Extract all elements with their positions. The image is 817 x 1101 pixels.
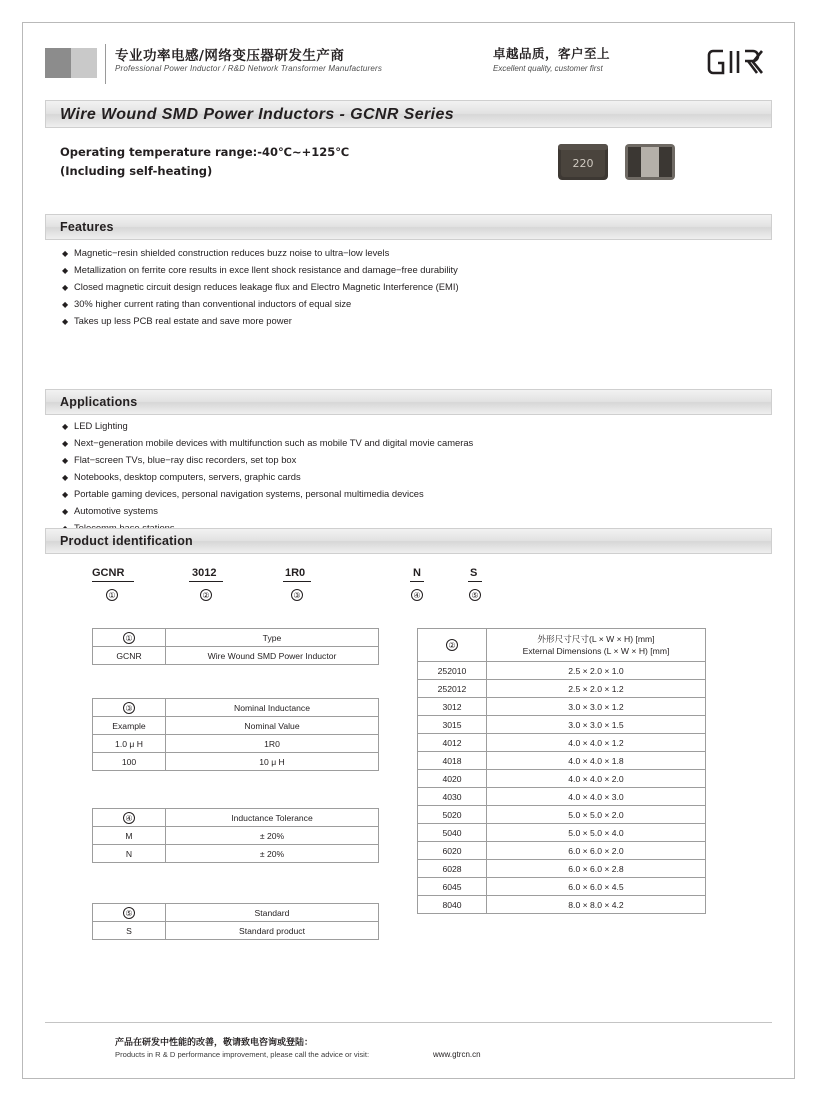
table-cell: 6045 bbox=[418, 878, 487, 896]
table-cell: 4.0 × 4.0 × 3.0 bbox=[487, 788, 706, 806]
table-row bbox=[93, 699, 379, 717]
footer-divider bbox=[45, 1022, 772, 1023]
table-cell: 6028 bbox=[418, 860, 487, 878]
table-cell: 4030 bbox=[418, 788, 487, 806]
operating-temperature bbox=[60, 143, 349, 181]
table-cell: 1R0 bbox=[166, 735, 379, 753]
pn-underline-2 bbox=[189, 581, 223, 582]
footer-website-link[interactable]: www.gtrcn.cn bbox=[433, 1050, 481, 1059]
circled-number: ③ bbox=[123, 702, 135, 714]
table-row bbox=[418, 878, 706, 896]
application-text: Portable gaming devices, personal navigation systems, personal multimedia devices bbox=[74, 488, 424, 499]
inductance-tolerance-table bbox=[92, 808, 379, 863]
feature-text: Metallization on ferrite core results in exce llent shock resistance and damage−free durability bbox=[74, 264, 458, 275]
circled-number: ⑤ bbox=[469, 589, 481, 601]
application-text: Next−generation mobile devices with multifunction such as mobile TV and digital movie cameras bbox=[74, 437, 474, 448]
pn-underline-4 bbox=[410, 581, 424, 582]
circled-number: ② bbox=[200, 589, 212, 601]
pn-segment-5-code: S bbox=[470, 567, 478, 579]
list-item bbox=[62, 296, 459, 313]
table-row bbox=[418, 734, 706, 752]
table-row bbox=[418, 752, 706, 770]
page-title: Wire Wound SMD Power Inductors - GCNR Series bbox=[60, 106, 455, 123]
table-cell: 8.0 × 8.0 × 4.2 bbox=[487, 896, 706, 914]
product-photos bbox=[557, 140, 677, 186]
standard-table-header: Standard bbox=[166, 904, 379, 922]
table-cell: Wire Wound SMD Power Inductor bbox=[166, 647, 379, 665]
list-item bbox=[62, 452, 473, 469]
diamond-bullet-icon: ◆ bbox=[62, 266, 69, 275]
table-row bbox=[93, 922, 379, 940]
table-row bbox=[418, 842, 706, 860]
table-row bbox=[418, 662, 706, 680]
pn-underline-3 bbox=[283, 581, 311, 582]
table-cell: Nominal Value bbox=[166, 717, 379, 735]
table-cell: 2.5 × 2.0 × 1.2 bbox=[487, 680, 706, 698]
company-name-cn: 专业功率电感/网络变压器研发生产商 bbox=[115, 48, 345, 64]
pn-marker-3 bbox=[291, 589, 303, 601]
table-row bbox=[418, 860, 706, 878]
applications-list bbox=[62, 418, 473, 537]
applications-title: Applications bbox=[60, 395, 138, 409]
pn-segment-2-code: 3012 bbox=[192, 567, 217, 579]
table-cell: 4018 bbox=[418, 752, 487, 770]
list-item bbox=[62, 469, 473, 486]
application-text: LED Lighting bbox=[74, 420, 128, 431]
table-row bbox=[418, 716, 706, 734]
table-cell: 4020 bbox=[418, 770, 487, 788]
external-dimensions-table bbox=[417, 628, 706, 914]
table-cell: ± 20% bbox=[166, 827, 379, 845]
inductance-table-marker bbox=[93, 699, 166, 717]
dimensions-header-en: External Dimensions (L × W × H) [mm] bbox=[522, 646, 670, 656]
table-cell: 3012 bbox=[418, 698, 487, 716]
diamond-bullet-icon: ◆ bbox=[62, 283, 69, 292]
list-item bbox=[62, 245, 459, 262]
type-table-header: Type bbox=[166, 629, 379, 647]
pn-segment-3-code: 1R0 bbox=[285, 567, 306, 579]
table-row bbox=[93, 629, 379, 647]
feature-text: Closed magnetic circuit design reduces leakage flux and Electro Magnetic Interference (EMI) bbox=[74, 281, 459, 292]
table-cell: 1.0 μ H bbox=[93, 735, 166, 753]
pn-underline-1 bbox=[92, 581, 134, 582]
table-cell: 6.0 × 6.0 × 2.8 bbox=[487, 860, 706, 878]
list-item bbox=[62, 313, 459, 330]
operating-temperature-line2: (Including self-heating) bbox=[60, 164, 213, 178]
pn-segment-4-code: N bbox=[413, 567, 421, 579]
table-cell: 2.5 × 2.0 × 1.0 bbox=[487, 662, 706, 680]
standard-table-marker bbox=[93, 904, 166, 922]
table-row bbox=[418, 896, 706, 914]
list-item bbox=[62, 262, 459, 279]
inductor-top-view-photo bbox=[557, 140, 609, 189]
diamond-bullet-icon: ◆ bbox=[62, 317, 69, 326]
table-cell: M bbox=[93, 827, 166, 845]
tolerance-table-marker bbox=[93, 809, 166, 827]
table-cell: S bbox=[93, 922, 166, 940]
footer-note-en: Products in R & D performance improvement, please call the advice or visit: bbox=[115, 1050, 370, 1059]
table-row bbox=[93, 827, 379, 845]
circled-number: ④ bbox=[411, 589, 423, 601]
diamond-bullet-icon: ◆ bbox=[62, 473, 69, 482]
table-cell: N bbox=[93, 845, 166, 863]
tolerance-table-header: Inductance Tolerance bbox=[166, 809, 379, 827]
slogan-en: Excellent quality, customer first bbox=[493, 64, 603, 73]
diamond-bullet-icon: ◆ bbox=[62, 490, 69, 499]
table-row bbox=[93, 809, 379, 827]
table-cell: 10 μ H bbox=[166, 753, 379, 771]
table-cell: 4.0 × 4.0 × 1.2 bbox=[487, 734, 706, 752]
circled-number: ③ bbox=[291, 589, 303, 601]
circled-number: ① bbox=[123, 632, 135, 644]
circled-number: ① bbox=[106, 589, 118, 601]
application-text: Automotive systems bbox=[74, 505, 158, 516]
table-cell: 5.0 × 5.0 × 4.0 bbox=[487, 824, 706, 842]
dimensions-header-cn: 外形尺寸尺寸(L × W × H) [mm] bbox=[537, 634, 655, 644]
operating-temperature-line1: Operating temperature range:-40℃~+125℃ bbox=[60, 145, 350, 159]
diamond-bullet-icon: ◆ bbox=[62, 439, 69, 448]
pn-segment-1-code: GCNR bbox=[92, 567, 125, 579]
table-cell: 6020 bbox=[418, 842, 487, 860]
table-row bbox=[418, 788, 706, 806]
circled-number: ② bbox=[446, 639, 458, 651]
table-row bbox=[93, 717, 379, 735]
pn-marker-5 bbox=[469, 589, 481, 601]
pn-underline-5 bbox=[468, 581, 482, 582]
dimensions-table-marker bbox=[418, 629, 487, 662]
footer-note-cn: 产品在研发中性能的改善，敬请致电咨询或登陆： bbox=[115, 1038, 314, 1048]
table-cell: Example bbox=[93, 717, 166, 735]
pn-marker-1 bbox=[106, 589, 118, 601]
table-row bbox=[418, 824, 706, 842]
table-cell: 100 bbox=[93, 753, 166, 771]
pn-marker-2 bbox=[200, 589, 212, 601]
table-row bbox=[93, 735, 379, 753]
type-table-marker bbox=[93, 629, 166, 647]
table-row bbox=[93, 753, 379, 771]
series-title-band bbox=[45, 100, 772, 128]
standard-table bbox=[92, 903, 379, 940]
table-cell: 4.0 × 4.0 × 1.8 bbox=[487, 752, 706, 770]
circled-number: ⑤ bbox=[123, 907, 135, 919]
table-cell: 6.0 × 6.0 × 4.5 bbox=[487, 878, 706, 896]
table-row bbox=[418, 629, 706, 662]
table-cell: 5.0 × 5.0 × 2.0 bbox=[487, 806, 706, 824]
table-row bbox=[93, 904, 379, 922]
diamond-bullet-icon: ◆ bbox=[62, 422, 69, 431]
header-divider bbox=[105, 44, 106, 84]
application-text: Notebooks, desktop computers, servers, graphic cards bbox=[74, 471, 301, 482]
diamond-bullet-icon: ◆ bbox=[62, 456, 69, 465]
table-cell: 3.0 × 3.0 × 1.2 bbox=[487, 698, 706, 716]
table-row bbox=[93, 845, 379, 863]
table-row bbox=[418, 680, 706, 698]
inductor-bottom-view-photo bbox=[624, 140, 676, 189]
nominal-inductance-table bbox=[92, 698, 379, 771]
gtr-logo bbox=[707, 42, 769, 82]
table-cell: Standard product bbox=[166, 922, 379, 940]
pn-marker-4 bbox=[411, 589, 423, 601]
table-cell: 3.0 × 3.0 × 1.5 bbox=[487, 716, 706, 734]
table-cell: 5040 bbox=[418, 824, 487, 842]
company-name-en: Professional Power Inductor / R&D Network Transformer Manufacturers bbox=[115, 64, 383, 73]
inductance-table-header: Nominal Inductance bbox=[166, 699, 379, 717]
page-header bbox=[45, 42, 772, 88]
feature-text: Takes up less PCB real estate and save more power bbox=[74, 315, 292, 326]
table-cell: GCNR bbox=[93, 647, 166, 665]
feature-text: Magnetic−resin shielded construction reduces buzz noise to ultra−low levels bbox=[74, 247, 390, 258]
table-cell: 3015 bbox=[418, 716, 487, 734]
table-row bbox=[418, 806, 706, 824]
circled-number: ④ bbox=[123, 812, 135, 824]
dimensions-table-header bbox=[487, 629, 706, 662]
list-item bbox=[62, 503, 473, 520]
table-cell: ± 20% bbox=[166, 845, 379, 863]
product-identification-title: Product identification bbox=[60, 534, 193, 548]
features-list bbox=[62, 245, 459, 330]
features-section-band bbox=[45, 214, 772, 240]
table-cell: 6.0 × 6.0 × 2.0 bbox=[487, 842, 706, 860]
list-item bbox=[62, 435, 473, 452]
application-text: Flat−screen TVs, blue−ray disc recorders, set top box bbox=[74, 454, 297, 465]
header-color-swatch bbox=[45, 48, 97, 78]
list-item bbox=[62, 279, 459, 296]
table-cell: 252012 bbox=[418, 680, 487, 698]
product-identification-section-band bbox=[45, 528, 772, 554]
table-row bbox=[93, 647, 379, 665]
table-cell: 8040 bbox=[418, 896, 487, 914]
svg-text:220: 220 bbox=[572, 157, 594, 170]
table-cell: 5020 bbox=[418, 806, 487, 824]
diamond-bullet-icon: ◆ bbox=[62, 249, 69, 258]
applications-section-band bbox=[45, 389, 772, 415]
table-cell: 4012 bbox=[418, 734, 487, 752]
feature-text: 30% higher current rating than conventional inductors of equal size bbox=[74, 298, 352, 309]
table-cell: 4.0 × 4.0 × 2.0 bbox=[487, 770, 706, 788]
type-table bbox=[92, 628, 379, 665]
diamond-bullet-icon: ◆ bbox=[62, 300, 69, 309]
table-cell: 252010 bbox=[418, 662, 487, 680]
slogan-cn: 卓越品质，客户至上 bbox=[493, 46, 611, 61]
list-item bbox=[62, 418, 473, 435]
diamond-bullet-icon: ◆ bbox=[62, 507, 69, 516]
table-row bbox=[418, 770, 706, 788]
table-row bbox=[418, 698, 706, 716]
features-title: Features bbox=[60, 220, 114, 234]
list-item bbox=[62, 486, 473, 503]
